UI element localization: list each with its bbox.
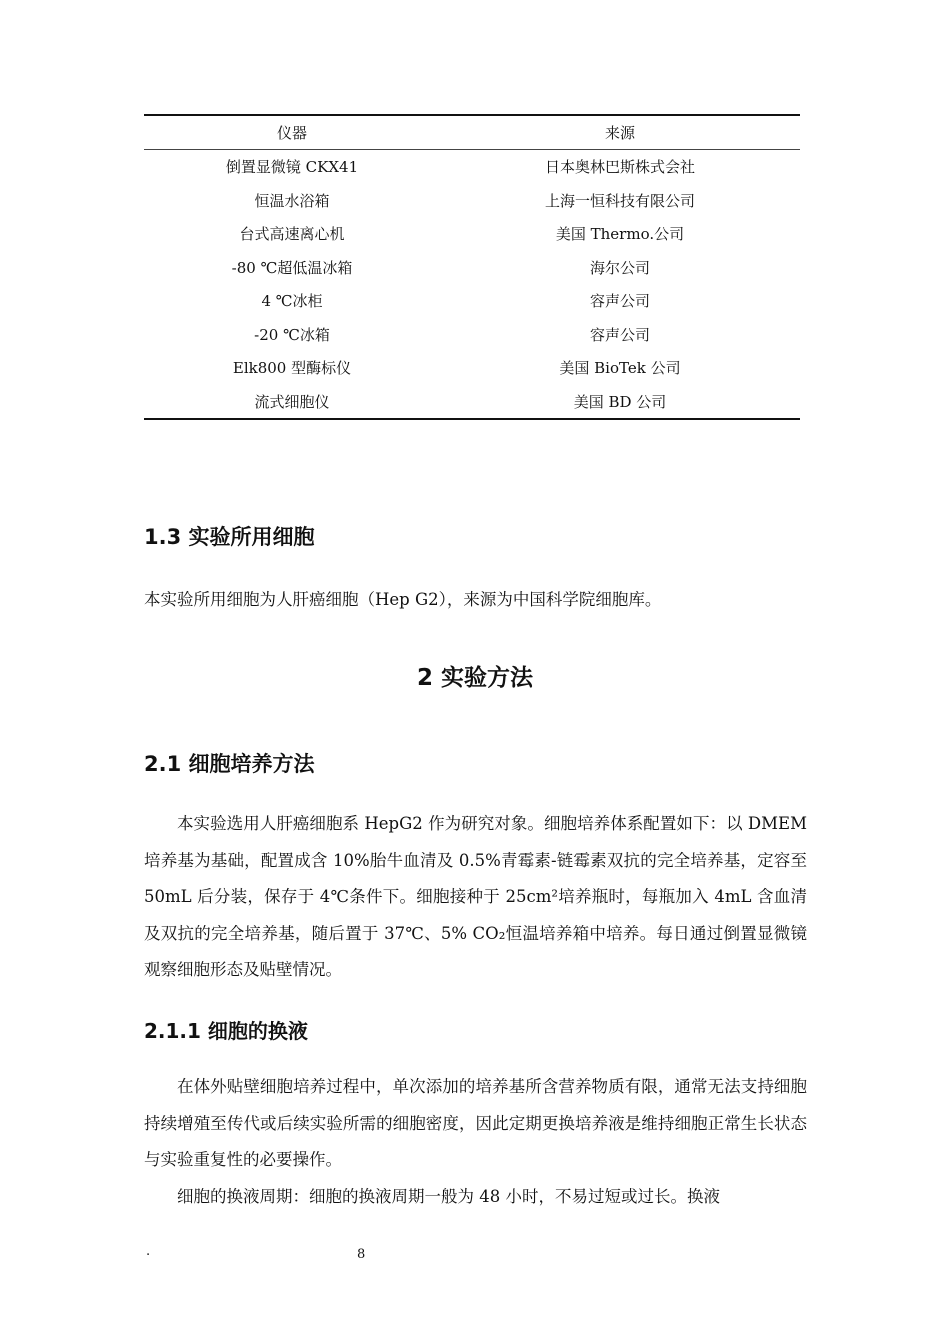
section-2-1-paragraph: 本实验选用人肝癌细胞系 HepG2 作为研究对象。细胞培养体系配置如下：以 DMEM 培养基为基础，配置成含 10%胎牛血清及 0.5%青霉素-链霉素双抗的完全培养基，定容至 50mL 后分装，保存于 4℃条件下。细胞接种于 25cm²培养瓶时，每瓶加入 4mL 含血清及双抗的完全培养基，随后置于 37℃、5% CO₂恒温培养箱中培养。每日通过倒置显微镜观察细胞形态及贴壁情况。	[144, 814, 807, 980]
footer-dot: .	[146, 1244, 151, 1259]
section-2-1-1-heading: 2.1.1 细胞的换液	[144, 1019, 308, 1043]
source-cell: 上海一恒科技有限公司	[544, 191, 695, 210]
instrument-table	[144, 114, 800, 420]
table-row	[144, 184, 800, 218]
table-row	[144, 251, 800, 285]
table-row	[144, 217, 800, 251]
source-cell: 容声公司	[589, 292, 650, 311]
section-2-1-heading: 2.1 细胞培养方法	[144, 752, 315, 776]
source-cell: 海尔公司	[589, 258, 650, 277]
section-2-1-1-paragraph-2: 细胞的换液周期：细胞的换液周期一般为 48 小时，不易过短或过长。换液	[177, 1187, 720, 1206]
instrument-cell: 4 ℃冰柜	[261, 292, 323, 311]
source-cell: 日本奥林巴斯株式会社	[544, 158, 695, 177]
instrument-cell: 台式高速离心机	[239, 225, 345, 244]
source-cell: 美国 Thermo.公司	[555, 225, 685, 244]
header-source: 来源	[604, 124, 635, 142]
source-cell: 美国 BD 公司	[573, 392, 667, 411]
instrument-cell: -80 ℃超低温冰箱	[231, 258, 353, 277]
instrument-cell: 恒温水浴箱	[254, 191, 330, 210]
table-row	[144, 318, 800, 352]
table-row	[144, 351, 800, 385]
instrument-cell: -20 ℃冰箱	[254, 325, 330, 344]
instrument-cell: 流式细胞仪	[254, 392, 330, 411]
table-header	[144, 116, 800, 150]
header-instrument: 仪器	[276, 124, 307, 142]
section-2-1-1-paragraph-1: 在体外贴壁细胞培养过程中，单次添加的培养基所含营养物质有限，通常无法支持细胞持续增殖至传代或后续实验所需的细胞密度，因此定期更换培养液是维持细胞正常生长状态与实验重复性的必要操作。	[144, 1077, 807, 1170]
table-row	[144, 385, 800, 419]
chapter-2-heading: 2 实验方法	[416, 665, 533, 691]
table-row	[144, 150, 800, 184]
instrument-cell: Elk800 型酶标仪	[232, 359, 352, 378]
source-cell: 容声公司	[589, 325, 650, 344]
page-number: 8	[357, 1247, 366, 1262]
section-1-3-heading: 1.3 实验所用细胞	[144, 525, 315, 549]
section-1-3-paragraph: 本实验所用细胞为人肝癌细胞（Hep G2），来源为中国科学院细胞库。	[144, 590, 662, 609]
source-cell: 美国 BioTek 公司	[559, 359, 681, 378]
table-row	[144, 284, 800, 318]
instrument-cell: 倒置显微镜 CKX41	[225, 158, 359, 177]
